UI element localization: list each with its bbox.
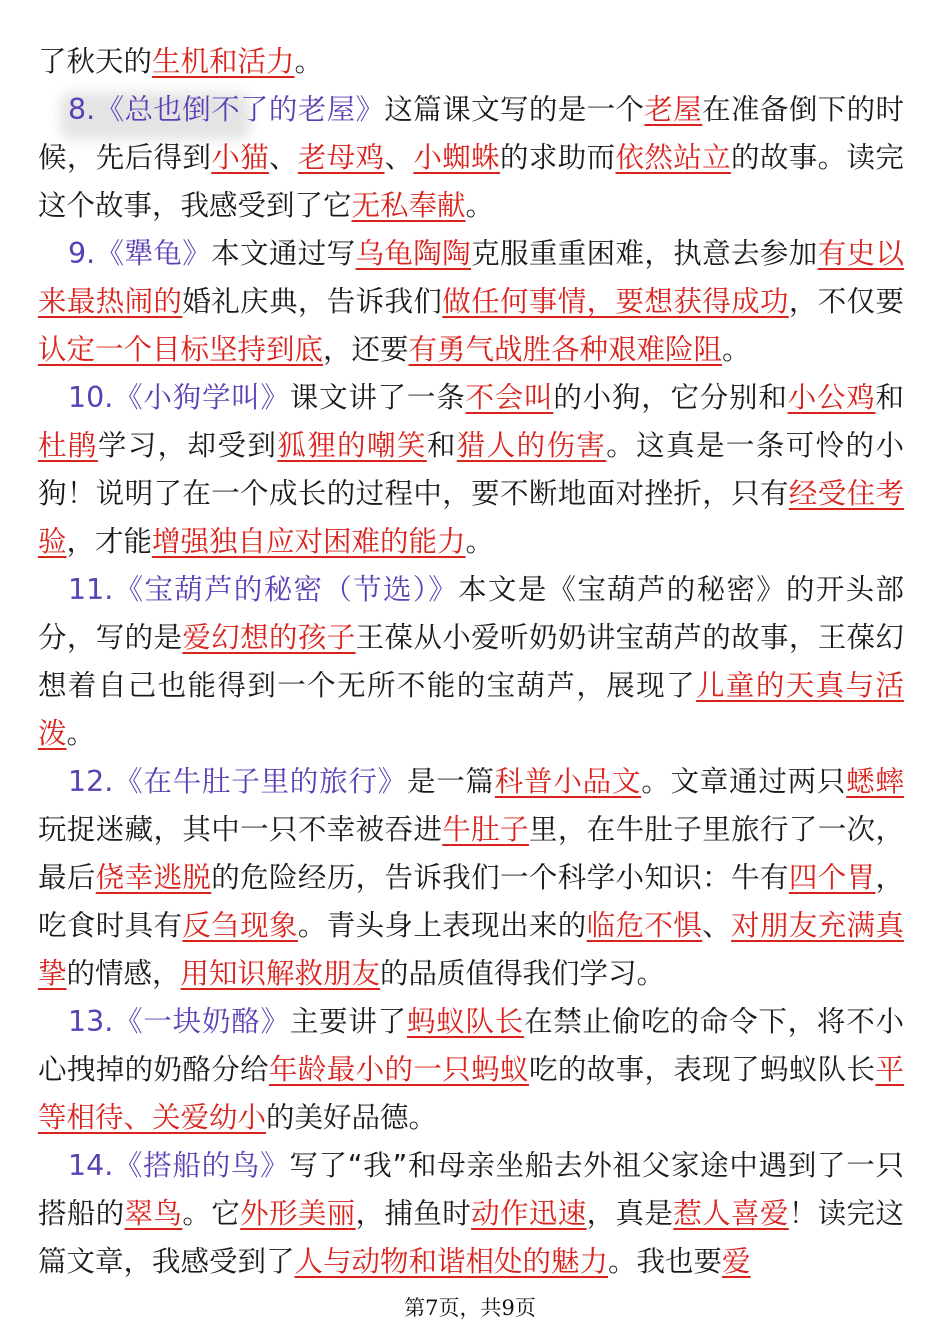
- paragraph: [38, 758, 904, 998]
- body-text: 王葆从小爱听奶奶讲宝葫芦的故事，王葆幻想着自己也能得到一个无所不能的宝葫芦，展现了: [38, 621, 904, 702]
- body-text: 学习，却受到: [97, 429, 278, 462]
- paragraph: [38, 1142, 904, 1286]
- highlighted-keyword: 反刍现象: [182, 909, 298, 942]
- body-text: ，才能: [66, 525, 153, 558]
- body-text: 和: [426, 429, 457, 462]
- highlighted-keyword: 无私奉献: [351, 189, 466, 222]
- lesson-title: 9.《犟龟》: [68, 237, 212, 270]
- body-text: 、: [384, 141, 414, 174]
- body-text: 和: [875, 381, 904, 414]
- body-text: 的情感，: [66, 957, 181, 990]
- body-text: 在禁止偷吃的命令下，将不小心拽掉的奶酪分给: [38, 1005, 904, 1086]
- highlighted-keyword: 乌龟陶陶: [355, 237, 472, 270]
- highlighted-keyword: 增强独自应对困难的能力: [152, 525, 466, 558]
- body-text: ，真是: [586, 1197, 674, 1230]
- highlighted-keyword: 用知识解救朋友: [180, 957, 381, 990]
- lesson-title: 11.《宝葫芦的秘密（节选）》: [68, 573, 459, 606]
- highlighted-keyword: 年龄最小的一只蚂蚁: [269, 1053, 529, 1086]
- body-text: 。: [66, 717, 96, 750]
- highlighted-keyword: 依然站立: [615, 141, 731, 174]
- body-text: 、: [269, 141, 298, 174]
- body-text: 。: [465, 525, 495, 558]
- body-text: ，不仅要: [788, 285, 904, 318]
- highlighted-keyword: 小公鸡: [787, 381, 876, 414]
- body-text: ，捕鱼时: [355, 1197, 472, 1230]
- highlighted-keyword: 外形美丽: [240, 1197, 356, 1230]
- highlighted-keyword: 蚂蚁队长: [406, 1005, 525, 1038]
- highlighted-keyword: 老屋: [644, 93, 703, 126]
- highlighted-keyword: 人与动物和谐相处的魅力: [294, 1245, 609, 1278]
- highlighted-keyword: 侥幸逃脱: [95, 861, 212, 894]
- body-text: 、: [702, 909, 732, 942]
- highlighted-keyword: 临危不惧: [586, 909, 703, 942]
- body-text: 。文章通过两只: [641, 765, 847, 798]
- body-text: 玩捉迷藏，其中一只不幸被吞进: [38, 813, 443, 846]
- highlighted-keyword: 动作迅速: [471, 1197, 587, 1230]
- body-text: 的品质值得我们学习。: [380, 957, 666, 990]
- body-text: 吃的故事，表现了蚂蚁队长: [528, 1053, 876, 1086]
- body-text: 的美好品德。: [266, 1101, 438, 1134]
- highlighted-keyword: 猎人的伤害: [456, 429, 607, 462]
- text-body: [38, 38, 904, 1286]
- lesson-title: 12.《在牛肚子里的旅行》: [68, 765, 407, 798]
- paragraph: [38, 230, 904, 374]
- highlighted-keyword: 科普小品文: [494, 765, 642, 798]
- paragraph: [38, 38, 904, 86]
- highlighted-keyword: 生机和活力: [152, 45, 295, 78]
- body-text: 的危险经历，告诉我们一个科学小知识：牛有: [211, 861, 789, 894]
- highlighted-keyword: 老母鸡: [297, 141, 385, 174]
- body-text: 本文是《宝葫芦的秘密》的开头部分，写的是: [38, 573, 904, 654]
- lesson-title: 10.《小狗学叫》: [68, 381, 290, 414]
- highlighted-keyword: 翠鸟: [124, 1197, 183, 1230]
- body-text: 。: [722, 333, 751, 366]
- lesson-title: 14.《搭船的鸟》: [68, 1149, 290, 1182]
- highlighted-keyword: 有史以来最热闹的: [38, 237, 904, 318]
- body-text: 里，在牛肚子里旅行了一次，最后: [38, 813, 904, 894]
- highlighted-keyword: 蟋蟀: [846, 765, 904, 798]
- body-text: 在准备倒下的时候，先后得到: [38, 93, 904, 174]
- highlighted-keyword: 爱: [722, 1245, 751, 1278]
- body-text: ，还要: [323, 333, 409, 366]
- highlighted-keyword: 做任何事情，要想获得成功: [442, 285, 789, 318]
- highlighted-keyword: 惹人喜爱: [673, 1197, 789, 1230]
- highlighted-keyword: 牛肚子: [442, 813, 529, 846]
- highlighted-keyword: 经受住考验: [38, 477, 904, 558]
- body-text: 婚礼庆典，告诉我们: [182, 285, 443, 318]
- highlighted-keyword: 不会叫: [465, 381, 554, 414]
- body-text: 是一篇: [406, 765, 495, 798]
- body-text: 。它: [182, 1197, 241, 1230]
- body-text: 主要讲了: [289, 1005, 407, 1038]
- paragraph: [38, 566, 904, 758]
- body-text: 了秋天的: [38, 45, 153, 78]
- body-text: 本文通过写: [211, 237, 356, 270]
- highlighted-keyword: 四个胃: [788, 861, 876, 894]
- highlighted-keyword: 儿童的天真与活泼: [38, 669, 904, 750]
- paragraph: [38, 374, 904, 566]
- lesson-title: 8.《总也倒不了的老屋》: [68, 93, 385, 126]
- highlighted-keyword: 小猫: [211, 141, 269, 174]
- body-text: 。这真是一条可怜的小狗！说明了在一个成长的过程中，要不断地面对挫折，只有: [38, 429, 904, 510]
- body-text: 写了“我”和母亲坐船去外祖父家途中遇到了一只搭船的: [38, 1149, 904, 1230]
- highlighted-keyword: 爱幻想的孩子: [182, 621, 356, 654]
- body-text: 。青头身上表现出来的: [297, 909, 587, 942]
- body-text: 。我也要: [608, 1245, 723, 1278]
- body-text: 的求助而: [500, 141, 616, 174]
- body-text: 这篇课文写的是一个: [384, 93, 645, 126]
- body-text: 的小狗，它分别和: [553, 381, 788, 414]
- highlighted-keyword: 有勇气战胜各种艰难险阻: [408, 333, 723, 366]
- body-text: 克服重重困难，执意去参加: [471, 237, 818, 270]
- highlighted-keyword: 平等相待、关爱幼小: [38, 1053, 904, 1134]
- highlighted-keyword: 杜鹃: [38, 429, 98, 462]
- body-text: 。: [465, 189, 495, 222]
- body-text: 。: [294, 45, 324, 78]
- highlighted-keyword: 小蜘蛛: [413, 141, 500, 174]
- lesson-title: 13.《一块奶酪》: [68, 1005, 290, 1038]
- highlighted-keyword: 狐狸的嘲笑: [277, 429, 427, 462]
- paragraph: [38, 86, 904, 230]
- paragraph: [38, 998, 904, 1142]
- body-text: 的故事。读完这个故事，我感受到了它: [38, 141, 904, 222]
- highlighted-keyword: 对朋友充满真挚: [38, 909, 904, 990]
- body-text: ，吃食时具有: [38, 861, 904, 942]
- page-footer: 第7页，共9页: [404, 1296, 536, 1320]
- highlighted-keyword: 认定一个目标坚持到底: [38, 333, 324, 366]
- body-text: 课文讲了一条: [289, 381, 466, 414]
- body-text: ！读完这篇文章，我感受到了: [38, 1197, 904, 1278]
